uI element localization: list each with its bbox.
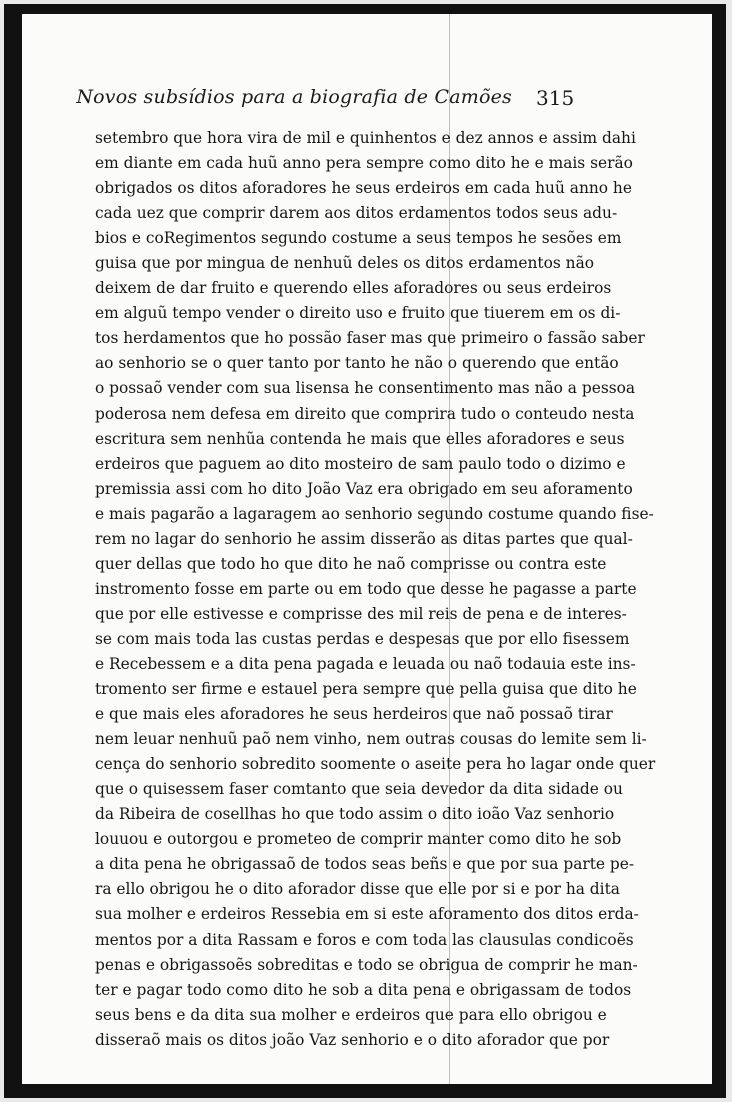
- text-line: se com mais toda las custas perdas e despesas que por ello fisessem: [95, 629, 630, 648]
- text-line: mentos por a dita Rassam e foros e com toda las clausulas condicoẽs: [95, 930, 634, 949]
- text-line: da Ribeira de cosellhas ho que todo assim o dito ioão Vaz senhorio: [95, 805, 615, 824]
- page-number: 315: [536, 86, 575, 110]
- text-line: em alguũ tempo vender o direito uso e fruito que tiuerem em os di-: [95, 304, 621, 323]
- text-line: e que mais eles aforadores he seus herdeiros que naõ possaõ tirar: [95, 705, 613, 724]
- text-line: disseraõ mais os ditos joão Vaz senhorio e o dito aforador que por: [95, 1030, 610, 1049]
- text-line: em diante em cada huũ anno pera sempre como dito he e mais serão: [95, 154, 633, 173]
- text-line: ao senhorio se o quer tanto por tanto he não o querendo que então: [95, 354, 619, 373]
- text-line: setembro que hora vira de mil e quinhentos e dez annos e assim dahi: [95, 129, 636, 147]
- text-line: e mais pagarão a lagaragem ao senhorio segundo costume quando fise-: [95, 504, 654, 523]
- running-title: Novos subsídios para a biografia de Camões: [76, 86, 512, 108]
- text-line: a dita pena he obrigassaõ de todos seas beñs e que por sua parte pe-: [95, 855, 635, 874]
- text-line: ra ello obrigou he o dito aforador disse que elle por si e por ha dita: [95, 880, 620, 899]
- text-line: cença do senhorio sobredito soomente o aseite pera ho lagar onde quer: [95, 755, 656, 774]
- text-line: escritura sem nenhũa contenda he mais que elles aforadores e seus: [95, 429, 625, 448]
- text-line: que o quisessem faser comtanto que seia devedor da dita sidade ou: [95, 780, 623, 799]
- text-line: louuou e outorgou e prometeo de comprir manter como dito he sob: [95, 830, 622, 849]
- text-line: guisa que por mingua de nenhuũ deles os ditos erdamentos não: [95, 254, 595, 273]
- text-line: premissia assi com ho dito João Vaz era obrigado em seu aforamento: [95, 479, 633, 498]
- text-line: poderosa nem defesa em direito que comprira tudo o conteudo nesta: [95, 404, 635, 423]
- text-line: que por elle estivesse e comprisse des mil reis de pena e de interes-: [95, 604, 627, 623]
- running-head: [0, 84, 732, 114]
- text-line: o possaõ vender com sua lisensa he consentimento mas não a pessoa: [95, 379, 636, 398]
- text-line: seus bens e da dita sua molher e erdeiros que para ello obrigou e: [95, 1005, 607, 1024]
- text-line: nem leuar nenhuũ paõ nem vinho, nem outras cousas do lemite sem li-: [95, 730, 647, 749]
- body-text: [95, 126, 656, 1053]
- text-line: obrigados os ditos aforadores he seus erdeiros em cada huũ anno he: [95, 179, 632, 198]
- text-line: erdeiros que paguem ao dito mosteiro de sam paulo todo o dizimo e: [95, 454, 626, 473]
- text-line: rem no lagar do senhorio he assim disserão as ditas partes que qual-: [95, 529, 633, 548]
- text-line: tos herdamentos que ho possão faser mas que primeiro o fassão saber: [95, 329, 645, 348]
- text-line: e Recebessem e a dita pena pagada e leuada ou naõ todauia este ins-: [95, 654, 636, 673]
- text-line: penas e obrigassoẽs sobreditas e todo se obrigua de comprir he man-: [95, 955, 638, 974]
- text-line: instromento fosse em parte ou em todo que desse he pagasse a parte: [95, 579, 637, 598]
- text-line: sua molher e erdeiros Ressebia em si este aforamento dos ditos erda-: [95, 905, 639, 924]
- text-line: bios e coRegimentos segundo costume a seus tempos he sesões em: [95, 229, 622, 248]
- text-line: cada uez que comprir darem aos ditos erdamentos todos seus adu-: [95, 204, 618, 223]
- text-line: deixem de dar fruito e querendo elles aforadores ou seus erdeiros: [95, 279, 612, 298]
- text-line: ter e pagar todo como dito he sob a dita pena e obrigassam de todos: [95, 980, 632, 999]
- text-line: quer dellas que todo ho que dito he naõ comprisse ou contra este: [95, 554, 607, 573]
- text-line: tromento ser firme e estauel pera sempre que pella guisa que dito he: [95, 680, 637, 699]
